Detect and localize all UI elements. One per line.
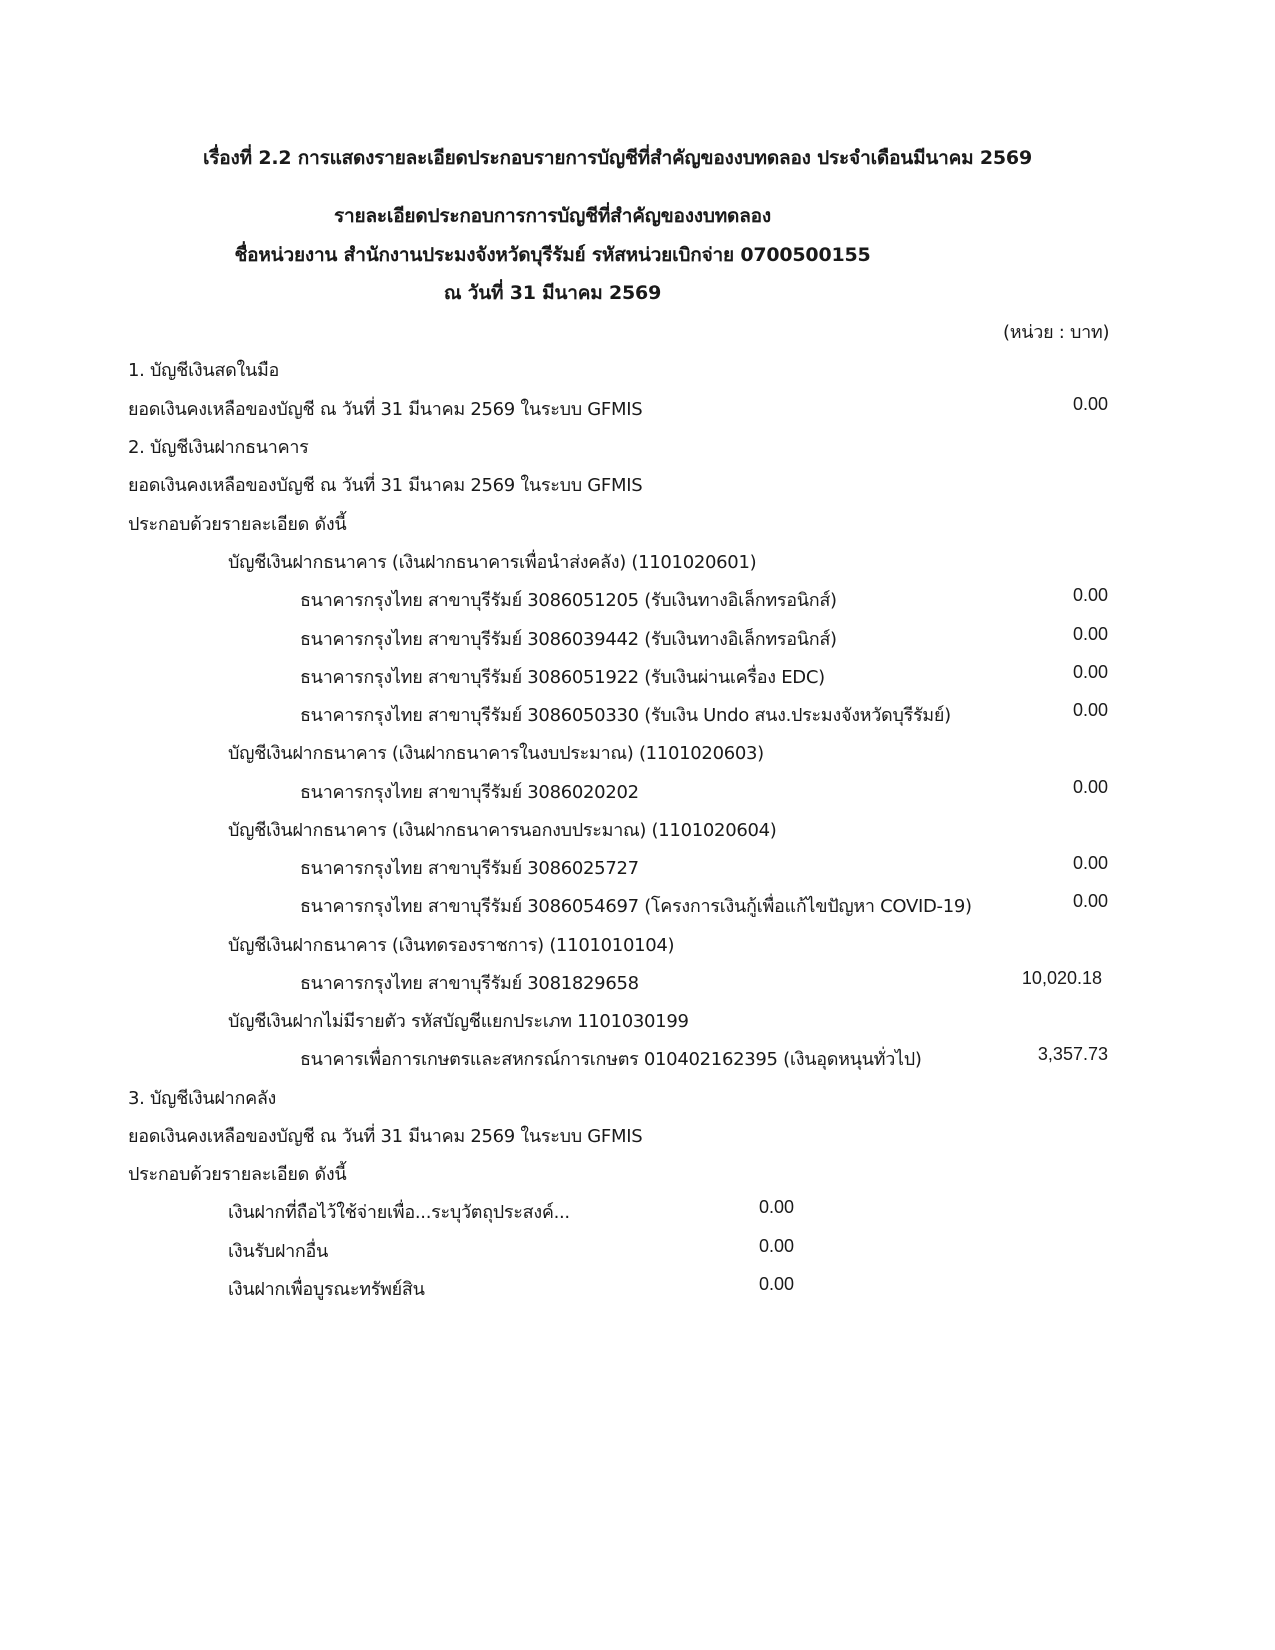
agency-line: ชื่อหน่วยงาน สำนักงานประมงจังหวัดบุรีรัมย์ รหัสหน่วยเบิกจ่าย 0700500155	[234, 244, 871, 266]
account-item-label: ธนาคารกรุงไทย สาขาบุรีรัมย์ 3086020202	[300, 782, 639, 803]
section3-balance-label: ยอดเงินคงเหลือของบัญชี ณ วันที่ 31 มีนาคม 2569 ในระบบ GFMIS	[128, 1126, 643, 1147]
account-item-label: ธนาคารกรุงไทย สาขาบุรีรัมย์ 3086025727	[300, 858, 639, 879]
account-item-value: 0.00	[1072, 662, 1108, 682]
section2-detail-label: ประกอบด้วยรายละเอียด ดังนี้	[128, 514, 347, 535]
account-item-value: 0.00	[1072, 700, 1108, 720]
account-item-value: 0.00	[1072, 624, 1108, 644]
section3-heading: 3. บัญชีเงินฝากคลัง	[128, 1088, 277, 1109]
account-item-label: ธนาคารเพื่อการเกษตรและสหกรณ์การเกษตร 010402162395 (เงินอุดหนุนทั่วไป)	[300, 1049, 922, 1070]
unit-label: (หน่วย : บาท)	[1003, 322, 1110, 343]
document-subtitle: รายละเอียดประกอบการการบัญชีที่สำคัญของงบทดลอง	[334, 205, 771, 227]
account-item-label: ธนาคารกรุงไทย สาขาบุรีรัมย์ 3086051205 (รับเงินทางอิเล็กทรอนิกส์)	[300, 590, 837, 611]
account-item-value: 0.00	[1072, 585, 1108, 605]
account-item-value: 0.00	[1072, 853, 1108, 873]
treasury-item-value: 0.00	[758, 1197, 794, 1217]
group-title: บัญชีเงินฝากไม่มีรายตัว รหัสบัญชีแยกประเภท 1101030199	[228, 1011, 689, 1032]
group-title: บัญชีเงินฝากธนาคาร (เงินฝากธนาคารเพื่อนำส่งคลัง) (1101020601)	[228, 552, 757, 573]
account-item-label: ธนาคารกรุงไทย สาขาบุรีรัมย์ 3081829658	[300, 973, 639, 994]
section2-balance-label: ยอดเงินคงเหลือของบัญชี ณ วันที่ 31 มีนาคม 2569 ในระบบ GFMIS	[128, 475, 643, 496]
section1-balance-value: 0.00	[1072, 394, 1108, 414]
section1-heading: 1. บัญชีเงินสดในมือ	[128, 360, 280, 381]
account-item-label: ธนาคารกรุงไทย สาขาบุรีรัมย์ 3086054697 (โครงการเงินกู้เพื่อแก้ไขปัญหา COVID-19)	[300, 896, 972, 917]
group-title: บัญชีเงินฝากธนาคาร (เงินฝากธนาคารในงบประมาณ) (1101020603)	[228, 743, 764, 764]
account-item-label: ธนาคารกรุงไทย สาขาบุรีรัมย์ 3086039442 (รับเงินทางอิเล็กทรอนิกส์)	[300, 629, 837, 650]
account-item-value: 0.00	[1072, 777, 1108, 797]
account-item-value: 0.00	[1072, 891, 1108, 911]
account-item-value: 3,357.73	[1037, 1044, 1108, 1064]
section2-heading: 2. บัญชีเงินฝากธนาคาร	[128, 437, 309, 458]
treasury-item-value: 0.00	[758, 1274, 794, 1294]
group-title: บัญชีเงินฝากธนาคาร (เงินทดรองราชการ) (1101010104)	[228, 935, 675, 956]
section3-detail-label: ประกอบด้วยรายละเอียด ดังนี้	[128, 1164, 347, 1185]
treasury-item-label: เงินรับฝากอื่น	[228, 1241, 329, 1262]
section1-balance-label: ยอดเงินคงเหลือของบัญชี ณ วันที่ 31 มีนาคม 2569 ในระบบ GFMIS	[128, 399, 643, 420]
group-title: บัญชีเงินฝากธนาคาร (เงินฝากธนาคารนอกงบประมาณ) (1101020604)	[228, 820, 777, 841]
account-item-value: 10,020.18	[1021, 968, 1102, 988]
treasury-item-label: เงินฝากเพื่อบูรณะทรัพย์สิน	[228, 1279, 425, 1300]
as-of-date: ณ วันที่ 31 มีนาคม 2569	[443, 282, 662, 304]
account-item-label: ธนาคารกรุงไทย สาขาบุรีรัมย์ 3086051922 (รับเงินผ่านเครื่อง EDC)	[300, 667, 825, 688]
account-item-label: ธนาคารกรุงไทย สาขาบุรีรัมย์ 3086050330 (รับเงิน Undo สนง.ประมงจังหวัดบุรีรัมย์)	[300, 705, 951, 726]
treasury-item-value: 0.00	[758, 1236, 794, 1256]
document-topic: เรื่องที่ 2.2 การแสดงรายละเอียดประกอบรายการบัญชีที่สำคัญของงบทดลอง ประจำเดือนมีนาคม 2569	[203, 147, 1032, 169]
treasury-item-label: เงินฝากที่ถือไว้ใช้จ่ายเพื่อ...ระบุวัตถุประสงค์...	[228, 1202, 570, 1223]
